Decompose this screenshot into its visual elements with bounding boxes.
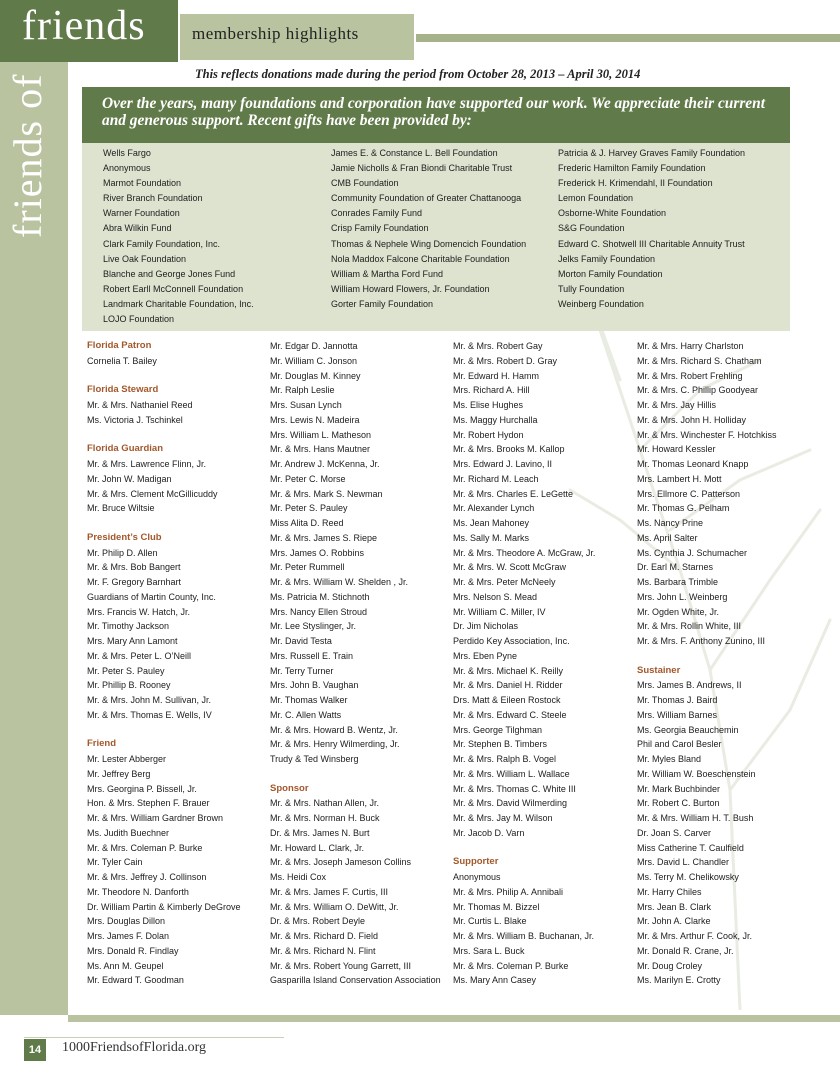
donor-name: Mr. Thomas G. Pelham — [637, 503, 730, 514]
donor-name: Mr. & Mrs. Arthur F. Cook, Jr. — [637, 931, 753, 941]
donor-name: Mr. Stephen B. Timbers — [453, 739, 548, 750]
donor-name: Mrs. Donald R. Findlay — [87, 945, 179, 956]
foundation-item: William & Martha Ford Fund — [331, 268, 444, 279]
foundation-item: Gorter Family Foundation — [331, 298, 434, 309]
donor-name: Mr. Alexander Lynch — [453, 503, 535, 514]
donor-name: Mr. & Mrs. Thomas E. Wells, IV — [87, 709, 212, 720]
donor-name: Mr. Mark Buchbinder — [637, 783, 721, 794]
donor-name: Mrs. William L. Matheson — [270, 429, 372, 440]
foundation-item: Frederick H. Krimendahl, II Foundation — [558, 178, 713, 189]
donor-name: Mr. & Mrs. Peter L. O’Neill — [87, 650, 192, 661]
donor-name: Mr. Howard L. Clark, Jr. — [270, 842, 365, 853]
foundation-item: Wells Fargo — [103, 148, 151, 158]
spacer — [453, 841, 595, 856]
spacer — [637, 649, 777, 664]
foundation-item: River Branch Foundation — [103, 193, 203, 204]
donor-name: Ms. Heidi Cox — [270, 872, 327, 882]
donor-name: Mr. & Mrs. Coleman P. Burke — [453, 960, 569, 971]
section-title: membership highlights — [192, 24, 359, 43]
donors-column-4 — [637, 339, 777, 988]
spacer — [87, 516, 241, 531]
donor-name: Mr. & Mrs. John M. Sullivan, Jr. — [87, 695, 212, 705]
footer-band — [68, 1015, 840, 1022]
donor-name: Mrs. Jean B. Clark — [637, 901, 712, 912]
donor-name: Mr. & Mrs. William Gardner Brown — [87, 813, 224, 823]
donor-name: Mr. & Mrs. Theodore A. McGraw, Jr. — [453, 547, 596, 558]
donor-name: Mr. & Mrs. James S. Riepe — [270, 532, 378, 543]
donor-level-heading: Sustainer — [637, 664, 681, 676]
header-friends: friends — [22, 3, 146, 49]
donor-name: Gasparilla Island Conservation Association — [270, 975, 441, 986]
donor-name: Mr. Lester Abberger — [87, 754, 167, 764]
donor-name: Mr. & Mrs. Clement McGillicuddy — [87, 488, 218, 499]
donor-name: Dr. Earl M. Starnes — [637, 562, 714, 573]
donor-name: Mrs. Lewis N. Madeira — [270, 414, 360, 425]
foundation-item: LOJO Foundation — [103, 314, 175, 325]
donor-name: Mr. Thomas Walker — [270, 695, 348, 705]
donor-name: Mr. Edgar D. Jannotta — [270, 341, 358, 351]
donor-name: Ms. Elise Hughes — [453, 400, 524, 410]
donor-name: Anonymous — [453, 872, 501, 882]
donor-name: Mr. Peter S. Pauley — [270, 503, 348, 514]
donor-name: Mrs. Lambert H. Mott — [637, 473, 722, 484]
footer-rule — [24, 1037, 284, 1038]
donor-name: Mr. & Mrs. John H. Holliday — [637, 414, 747, 425]
section-tab — [180, 14, 414, 60]
donor-name: Mr. & Mrs. Robert Young Garrett, III — [270, 960, 412, 971]
donor-name: Mrs. Edward J. Lavino, II — [453, 459, 553, 469]
donor-name: Perdido Key Association, Inc. — [453, 636, 570, 646]
donor-name: Mr. & Mrs. F. Anthony Zunino, III — [637, 636, 766, 646]
foundations-box — [82, 143, 790, 331]
donor-name: Guardians of Martin County, Inc. — [87, 591, 216, 602]
vertical-title: friends of — [5, 73, 50, 238]
donor-name: Mr. Donald R. Crane, Jr. — [637, 945, 734, 956]
donor-name: Mr. & Mrs. Norman H. Buck — [270, 813, 380, 823]
donor-name: Mrs. Douglas Dillon — [87, 916, 166, 927]
donor-name: Mr. Ralph Leslie — [270, 385, 335, 396]
donor-name: Ms. Maggy Hurchalla — [453, 414, 538, 425]
foundation-item: Tully Foundation — [558, 283, 625, 294]
donor-name: Ms. Patricia M. Stichnoth — [270, 591, 370, 602]
foundation-item: Live Oak Foundation — [103, 253, 187, 264]
donor-name: Mr. & Mrs. Robert Gay — [453, 341, 543, 351]
donor-name: Mr. & Mrs. Jay M. Wilson — [453, 813, 553, 823]
donor-name: Cornelia T. Bailey — [87, 355, 157, 366]
donor-name: Mrs. David L. Chandler — [637, 857, 730, 868]
donor-name: Trudy & Ted Winsberg — [270, 754, 359, 764]
donor-name: Mrs. Eben Pyne — [453, 650, 518, 661]
donor-name: Mrs. Nelson S. Mead — [453, 591, 538, 602]
donor-name: Mr. & Mrs. Mark S. Newman — [270, 488, 383, 499]
donor-name: Mr. Doug Croley — [637, 960, 703, 971]
donor-name: Mrs. Nancy Ellen Stroud — [270, 606, 368, 617]
foundation-item: Blanche and George Jones Fund — [103, 268, 236, 279]
donor-name: Mrs. Ellmore C. Patterson — [637, 488, 741, 499]
donor-name: Dr. Joan S. Carver — [637, 827, 712, 838]
donor-level-heading: Sponsor — [270, 782, 309, 794]
donor-name: Mr. Philip D. Allen — [87, 547, 158, 558]
donor-name: Mr. & Mrs. Jeffrey J. Collinson — [87, 872, 207, 882]
donor-name: Phil and Carol Besler — [637, 739, 722, 750]
foundation-item: William Howard Flowers, Jr. Foundation — [331, 283, 490, 294]
donor-name: Mr. & Mrs. Rollin White, III — [637, 621, 742, 632]
banner — [82, 87, 790, 143]
donor-name: Mr. Edward H. Hamm — [453, 370, 540, 381]
donor-name: Mr. & Mrs. William H. T. Bush — [637, 813, 754, 823]
foundation-item: CMB Foundation — [331, 178, 399, 189]
donor-name: Mrs. Georgina P. Bissell, Jr. — [87, 783, 197, 794]
page-number: 14 — [24, 1039, 46, 1061]
donor-name: Mr. & Mrs. Robert Frehling — [637, 370, 743, 381]
donor-name: Mr. & Mrs. William O. DeWitt, Jr. — [270, 901, 399, 912]
donor-name: Mr. & Mrs. Winchester F. Hotchkiss — [637, 429, 777, 440]
donor-name: Mr. & Mrs. Nathan Allen, Jr. — [270, 798, 380, 809]
donor-name: Mrs. Russell E. Train — [270, 650, 354, 661]
spacer — [87, 369, 241, 384]
donor-name: Mr. Robert Hydon — [453, 429, 524, 440]
donor-name: Mr. & Mrs. Peter McNeely — [453, 577, 556, 587]
foundation-item: Jamie Nicholls & Fran Biondi Charitable Trust — [331, 163, 513, 174]
donor-name: Mr. & Mrs. Nathaniel Reed — [87, 400, 193, 410]
foundation-item: Edward C. Shotwell III Charitable Annuity Trust — [558, 238, 745, 249]
foundation-item: Nola Maddox Falcone Charitable Foundation — [331, 253, 510, 264]
donor-name: Mr. Thomas J. Baird — [637, 695, 718, 705]
donor-name: Mr. & Mrs. Joseph Jameson Collins — [270, 857, 412, 868]
foundation-item: S&G Foundation — [558, 223, 625, 234]
donor-level-heading: Florida Guardian — [87, 443, 164, 455]
donor-name: Mr. Richard M. Leach — [453, 473, 539, 484]
donor-name: Mr. F. Gregory Barnhart — [87, 577, 182, 587]
donor-name: Mrs. Mary Ann Lamont — [87, 636, 178, 646]
donor-name: Mr. Jacob D. Varn — [453, 827, 525, 838]
donor-name: Mr. Howard Kessler — [637, 444, 716, 455]
donor-name: Mr. William C. Miller, IV — [453, 606, 546, 617]
foundation-item: Conrades Family Fund — [331, 208, 423, 219]
donor-name: Ms. Cynthia J. Schumacher — [637, 547, 748, 558]
donor-name: Mr. & Mrs. Richard D. Field — [270, 931, 379, 941]
foundation-item: Patricia & J. Harvey Graves Family Foundation — [558, 148, 746, 158]
donor-name: Mrs. John B. Vaughan — [270, 680, 359, 691]
donor-name: Mr. Douglas M. Kinney — [270, 370, 361, 381]
donor-name: Mr. Myles Bland — [637, 754, 702, 764]
donor-name: Mr. & Mrs. James F. Curtis, III — [270, 886, 389, 897]
spacer — [270, 767, 441, 782]
donor-name: Mr. & Mrs. Jay Hillis — [637, 400, 717, 410]
donor-name: Mr. & Mrs. David Wilmerding — [453, 798, 568, 809]
donor-name: Mr. Lee Styslinger, Jr. — [270, 621, 357, 632]
donor-name: Mr. John A. Clarke — [637, 916, 711, 927]
donor-name: Mrs. James O. Robbins — [270, 547, 365, 558]
donor-name: Ms. Ann M. Geupel — [87, 960, 164, 971]
donor-name: Mr. & Mrs. Richard N. Flint — [270, 945, 376, 956]
donor-name: Dr. Jim Nicholas — [453, 621, 519, 632]
foundation-item: Community Foundation of Greater Chattanooga — [331, 193, 522, 204]
donor-name: Mr. Thomas M. Bizzel — [453, 901, 540, 912]
donor-name: Mrs. George Tilghman — [453, 724, 543, 735]
donor-name: Mr. William W. Boeschenstein — [637, 768, 756, 779]
donor-name: Mr. Terry Turner — [270, 665, 334, 676]
donor-name: Mr. & Mrs. Edward C. Steele — [453, 709, 567, 720]
donor-name: Mr. & Mrs. Ralph B. Vogel — [453, 754, 557, 764]
foundation-item: Marmot Foundation — [103, 178, 182, 189]
donor-name: Mr. C. Allen Watts — [270, 709, 342, 720]
donor-name: Dr. William Partin & Kimberly DeGrove — [87, 901, 241, 912]
donor-name: Mrs. Francis W. Hatch, Jr. — [87, 606, 191, 617]
spacer — [87, 723, 241, 738]
donor-name: Mr. & Mrs. Henry Wilmerding, Jr. — [270, 739, 400, 750]
donor-name: Mr. John W. Madigan — [87, 473, 172, 484]
donors-column-2 — [270, 339, 441, 988]
donor-name: Mr. Phillip B. Rooney — [87, 680, 171, 691]
foundations-column-3 — [558, 146, 745, 312]
donor-name: Mr. Robert C. Burton — [637, 798, 720, 809]
donor-name: Mrs. Susan Lynch — [270, 400, 342, 410]
donor-level-heading: Florida Patron — [87, 340, 152, 351]
foundation-item: Clark Family Foundation, Inc. — [103, 238, 221, 249]
donor-name: Drs. Matt & Eileen Rostock — [453, 695, 561, 705]
donor-name: Mr. & Mrs. C. Phillip Goodyear — [637, 385, 759, 396]
donor-name: Ms. Victoria J. Tschinkel — [87, 414, 183, 425]
period-note: This reflects donations made during the period from October 28, 2013 – April 30, 2014 — [195, 67, 641, 81]
donor-name: Mr. & Mrs. Lawrence Flinn, Jr. — [87, 459, 207, 469]
donor-level-heading: Supporter — [453, 856, 499, 868]
donor-name: Mrs. James B. Andrews, II — [637, 680, 742, 691]
donor-name: Mr. & Mrs. William W. Shelden , Jr. — [270, 577, 409, 587]
donor-name: Ms. Sally M. Marks — [453, 532, 530, 543]
donor-name: Mr. Edward T. Goodman — [87, 975, 184, 986]
donor-name: Mr. & Mrs. Hans Mautner — [270, 444, 371, 455]
website-url: 1000FriendsofFlorida.org — [62, 1040, 207, 1055]
donors-column-1 — [87, 339, 241, 988]
donor-name: Hon. & Mrs. Stephen F. Brauer — [87, 798, 210, 809]
spacer — [87, 428, 241, 443]
donor-name: Mr. Thomas Leonard Knapp — [637, 459, 749, 469]
foundation-item: Abra Wilkin Fund — [103, 223, 172, 234]
donor-name: Mr. Curtis L. Blake — [453, 916, 527, 927]
donor-name: Mrs. James F. Dolan — [87, 931, 170, 941]
donor-name: Ms. Mary Ann Casey — [453, 975, 537, 986]
donor-name: Mrs. John L. Weinberg — [637, 591, 728, 602]
donor-name: Mr. Peter C. Morse — [270, 473, 346, 484]
donor-name: Ms. Judith Buechner — [87, 827, 170, 838]
donor-name: Mr. & Mrs. Howard B. Wentz, Jr. — [270, 724, 398, 735]
donor-name: Mr. & Mrs. Coleman P. Burke — [87, 842, 203, 853]
foundation-item: Crisp Family Foundation — [331, 223, 429, 234]
donor-name: Mr. & Mrs. William B. Buchanan, Jr. — [453, 931, 595, 941]
banner-text: Over the years, many foundations and corporation have supported our work. We appreciate their current and generous support. Recent gifts have been provided by: — [102, 95, 765, 129]
donor-name: Mr. William C. Jonson — [270, 355, 358, 366]
donor-name: Ms. Barbara Trimble — [637, 577, 719, 587]
foundation-item: Landmark Charitable Foundation, Inc. — [103, 298, 254, 309]
donor-name: Mr. & Mrs. Bob Bangert — [87, 562, 181, 573]
donor-name: Mrs. Sara L. Buck — [453, 945, 525, 956]
foundation-item: Lemon Foundation — [558, 193, 634, 204]
donor-name: Ms. Nancy Prine — [637, 518, 704, 528]
donor-name: Dr. & Mrs. Robert Deyle — [270, 916, 366, 927]
donor-name: Mr. & Mrs. William L. Wallace — [453, 768, 570, 779]
donor-name: Ms. April Salter — [637, 532, 698, 543]
foundation-item: Weinberg Foundation — [558, 298, 644, 309]
foundations-column-1 — [103, 146, 254, 327]
donor-name: Ms. Georgia Beauchemin — [637, 724, 739, 735]
donor-name: Mr. & Mrs. W. Scott McGraw — [453, 562, 567, 573]
donor-name: Mr. Peter Rummell — [270, 562, 345, 573]
foundation-item: James E. & Constance L. Bell Foundation — [331, 148, 498, 158]
foundation-item: Warner Foundation — [103, 208, 180, 219]
foundation-item: Osborne-White Foundation — [558, 208, 667, 219]
donor-name: Mr. & Mrs. Robert D. Gray — [453, 355, 558, 366]
donor-name: Mr. & Mrs. Richard S. Chatham — [637, 355, 762, 366]
foundation-item: Morton Family Foundation — [558, 268, 663, 279]
donor-name: Mr. Andrew J. McKenna, Jr. — [270, 459, 380, 469]
donor-name: Mrs. Richard A. Hill — [453, 385, 530, 396]
donor-name: Mr. & Mrs. Brooks M. Kallop — [453, 444, 565, 455]
donor-name: Mr. & Mrs. Thomas C. White III — [453, 783, 576, 794]
foundation-item: Anonymous — [103, 163, 151, 174]
foundation-item: Jelks Family Foundation — [558, 253, 656, 264]
foundation-item: Frederic Hamilton Family Foundation — [558, 163, 706, 174]
donor-name: Ms. Marilyn E. Crotty — [637, 975, 721, 986]
donor-name: Mr. Theodore N. Danforth — [87, 886, 189, 897]
donor-name: Mr. Timothy Jackson — [87, 621, 170, 632]
donor-level-heading: President’s Club — [87, 531, 162, 543]
foundation-item: Robert Earll McConnell Foundation — [103, 283, 244, 294]
header-rule — [416, 34, 840, 42]
donor-name: Miss Catherine T. Caulfield — [637, 842, 744, 853]
donor-name: Mr. & Mrs. Michael K. Reilly — [453, 665, 564, 676]
donor-name: Miss Alita D. Reed — [270, 518, 344, 528]
donors-column-3 — [453, 339, 595, 988]
foundation-item: Thomas & Nephele Wing Domencich Foundation — [331, 238, 527, 249]
foundations-column-2 — [331, 146, 526, 312]
donor-name: Mr. & Mrs. Philip A. Annibali — [453, 886, 564, 897]
donor-name: Dr. & Mrs. James N. Burt — [270, 827, 370, 838]
donor-level-heading: Florida Steward — [87, 384, 159, 396]
donor-name: Mr. Jeffrey Berg — [87, 768, 151, 779]
donor-name: Mr. Tyler Cain — [87, 857, 143, 868]
donor-name: Ms. Jean Mahoney — [453, 518, 530, 528]
donor-level-heading: Friend — [87, 738, 117, 750]
donor-name: Ms. Terry M. Chelikowsky — [637, 872, 739, 882]
donor-name: Mr. & Mrs. Daniel H. Ridder — [453, 680, 563, 691]
donor-name: Mrs. William Barnes — [637, 709, 718, 720]
donor-name: Mr. Peter S. Pauley — [87, 665, 165, 676]
donor-name: Mr. Ogden White, Jr. — [637, 606, 720, 617]
donor-name: Mr. & Mrs. Charles E. LeGette — [453, 488, 574, 499]
donor-name: Mr. & Mrs. Harry Charlston — [637, 341, 744, 351]
donor-name: Mr. Bruce Wiltsie — [87, 503, 155, 514]
donor-name: Mr. Harry Chiles — [637, 886, 702, 897]
donor-name: Mr. David Testa — [270, 636, 332, 646]
